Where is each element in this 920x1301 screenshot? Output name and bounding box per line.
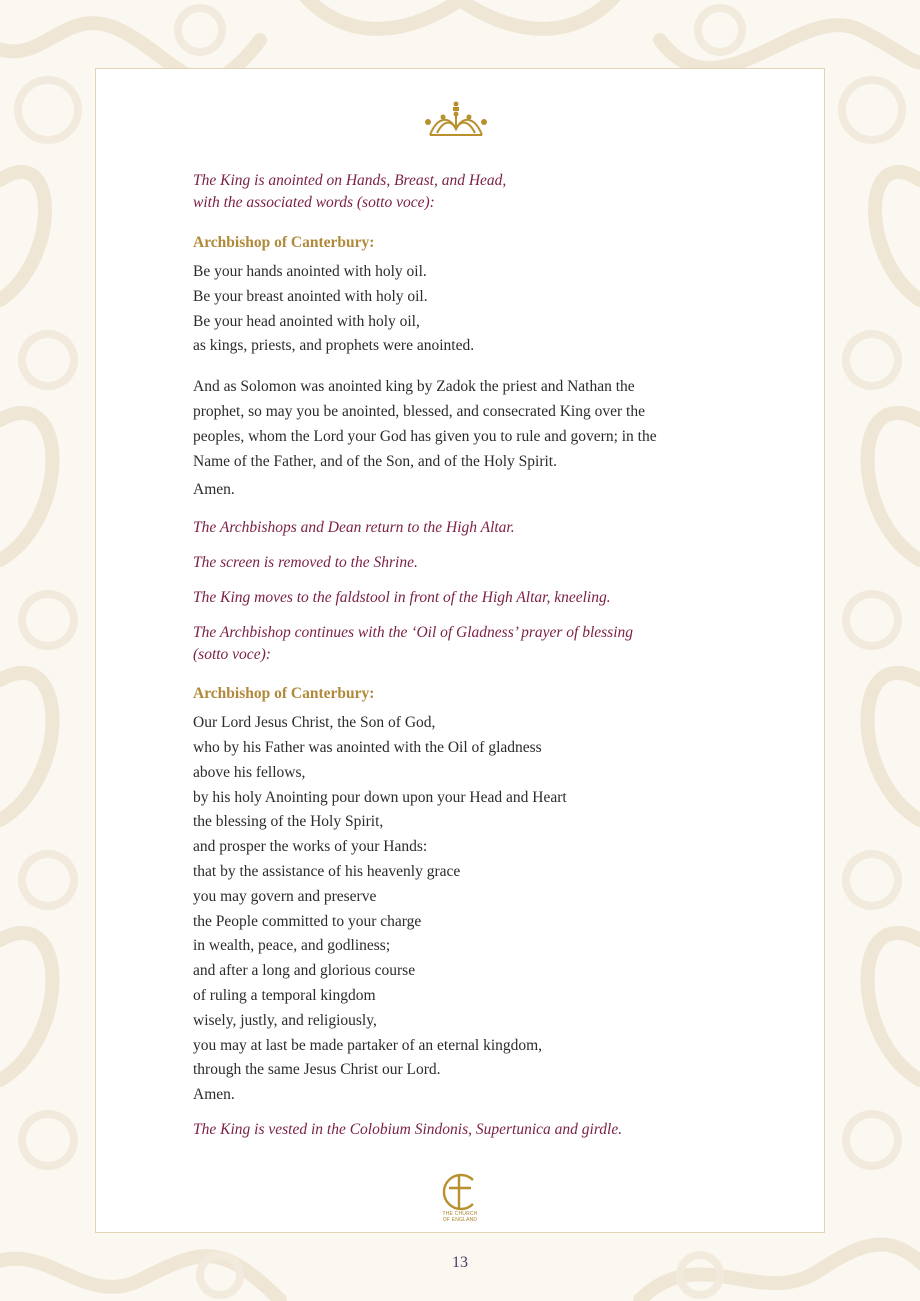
speaker-heading: Archbishop of Canterbury: xyxy=(193,234,375,251)
rubric-line: with the associated words (sotto voce): xyxy=(193,194,435,211)
text-line: and after a long and glorious course xyxy=(193,962,416,980)
logo-text-line: THE CHURCH xyxy=(442,1211,478,1217)
solomon-paragraph xyxy=(193,375,753,474)
text-line: above his fellows, xyxy=(193,763,306,781)
page-content xyxy=(193,170,753,1141)
logo-text-line: OF ENGLAND xyxy=(442,1216,478,1223)
rubric-line: The Archbishop continues with the ‘Oil of Gladness’ prayer of blessing xyxy=(193,624,634,642)
text-line: you may govern and preserve xyxy=(193,887,377,905)
rubric-return-altar: The Archbishops and Dean return to the High Altar. xyxy=(193,519,515,537)
rubric-anointing xyxy=(193,170,753,214)
rubric-faldstool: The King moves to the faldstool in front of the High Altar, kneeling. xyxy=(193,589,611,607)
anointing-words xyxy=(193,260,753,359)
text-line: prophet, so may you be anointed, blessed, and consecrated King over the xyxy=(193,402,645,420)
text-line: in wealth, peace, and godliness; xyxy=(193,937,391,955)
church-of-england-text xyxy=(430,1212,490,1223)
rubric-oil-of-gladness xyxy=(193,622,753,666)
rubric-vesting: The King is vested in the Colobium Sindonis, Supertunica and girdle. xyxy=(193,1120,623,1138)
crown-icon xyxy=(423,99,489,141)
text-line: Be your breast anointed with holy oil. xyxy=(193,287,428,305)
text-line: and prosper the works of your Hands: xyxy=(193,838,428,856)
text-line: peoples, whom the Lord your God has given you to rule and govern; in the xyxy=(193,427,657,445)
text-line: Be your head anointed with holy oil, xyxy=(193,312,420,330)
rubric-line: The King is anointed on Hands, Breast, and Head, xyxy=(193,172,507,189)
text-line: by his holy Anointing pour down upon your Head and Heart xyxy=(193,788,567,806)
text-line: Our Lord Jesus Christ, the Son of God, xyxy=(193,714,436,732)
prayer-of-blessing xyxy=(193,711,753,1108)
text-line: Be your hands anointed with holy oil. xyxy=(193,263,427,280)
text-line: the People committed to your charge xyxy=(193,912,422,930)
amen-text: Amen. xyxy=(193,1086,235,1104)
text-line: Name of the Father, and of the Son, and of the Holy Spirit. xyxy=(193,452,557,470)
speaker-heading: Archbishop of Canterbury: xyxy=(193,685,375,703)
rubric-line: (sotto voce): xyxy=(193,646,271,664)
text-line: wisely, justly, and religiously, xyxy=(193,1011,377,1029)
text-line: you may at last be made partaker of an eternal kingdom, xyxy=(193,1036,543,1054)
text-line: that by the assistance of his heavenly grace xyxy=(193,862,461,880)
text-line: of ruling a temporal kingdom xyxy=(193,986,376,1004)
text-line: And as Solomon was anointed king by Zadok the priest and Nathan the xyxy=(193,378,635,396)
text-line: the blessing of the Holy Spirit, xyxy=(193,813,384,831)
text-line: as kings, priests, and prophets were anointed. xyxy=(193,337,475,355)
page-number: 13 xyxy=(452,1254,468,1271)
amen-text: Amen. xyxy=(193,481,235,499)
rubric-screen-removed: The screen is removed to the Shrine. xyxy=(193,554,418,572)
text-line: who by his Father was anointed with the Oil of gladness xyxy=(193,738,542,756)
text-line: through the same Jesus Christ our Lord. xyxy=(193,1061,441,1079)
